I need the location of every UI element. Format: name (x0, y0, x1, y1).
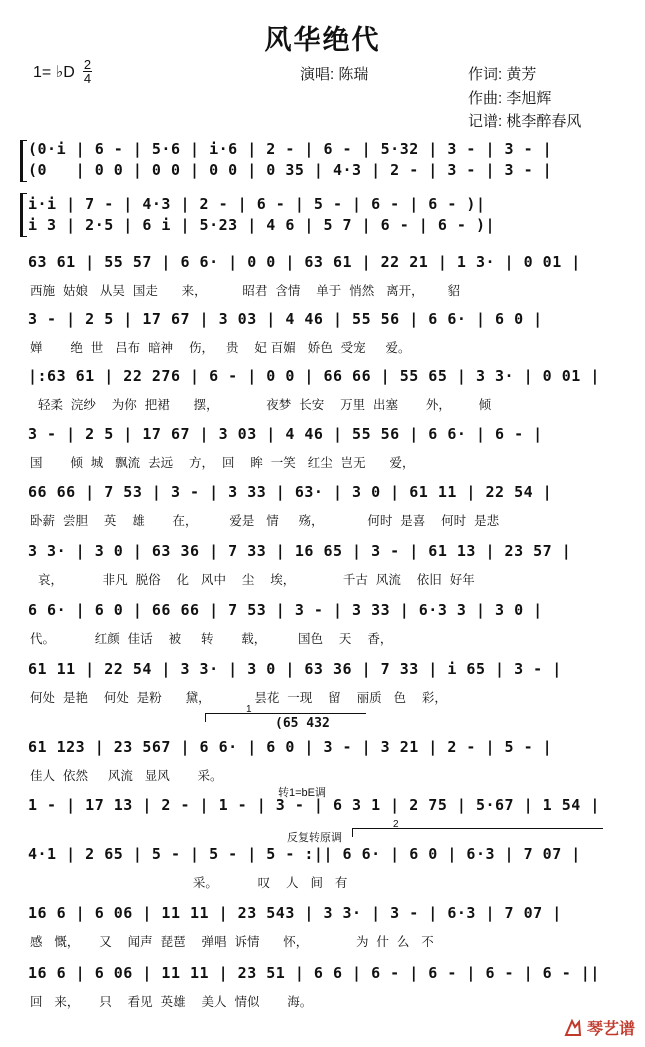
lyrics-line: 感 慨， 又 闻声 琵琶 弹唱 诉情 怀， 为 什 么 不 (30, 934, 434, 949)
modulation-note: 转1=bE调 (278, 787, 326, 799)
logo-icon (563, 1018, 583, 1038)
system-bracket (20, 193, 27, 237)
notes-line: 3 - | 2 5 | 17 67 | 3 03 | 4 46 | 55 56 | 6 6· | 6 0 | (28, 310, 543, 328)
lyrics-line: 哀， 非凡 脱俗 化 风中 尘 埃， 千古 风流 依旧 好年 (30, 572, 475, 587)
second-ending-bracket (352, 819, 603, 837)
notes-line: 66 66 | 7 53 | 3 - | 3 33 | 63· | 3 0 | 61 11 | 22 54 | (28, 483, 553, 501)
lyrics-line: 婵 绝 世 吕布 暗神 伤， 贵 妃 百媚 娇色 受宠 爱。 (30, 340, 411, 355)
logo-text: 琴艺谱 (586, 1021, 635, 1038)
lyricist-credit: 作词: 黄芳 (468, 66, 537, 83)
lyrics-line: 代。 红颜 佳话 被 转 载， 国色 天 香， (30, 631, 393, 646)
notes-line: i·i | 7 - | 4·3 | 2 - | 6 - | 5 - | 6 - | 6 - )| (28, 195, 486, 213)
site-logo (563, 1016, 635, 1039)
lyrics-line: 采。 叹 人 间 有 (30, 875, 348, 890)
notes-line: 61 123 | 23 567 | 6 6· | 6 0 | 3 - | 3 21 | 2 - | 5 - | (28, 738, 553, 756)
notes-line: i 3 | 2·5 | 6 i | 5·23 | 4 6 | 5 7 | 6 - | 6 - )| (28, 216, 496, 234)
notes-line: 63 61 | 55 57 | 6 6· | 0 0 | 63 61 | 22 21 | 1 3· | 0 01 | (28, 253, 581, 271)
arranger-credit: 记谱: 桃李醉春风 (468, 113, 582, 130)
notes-line: 1 - | 17 13 | 2 - | 1 - | 3 - | 6 3 1 | 2 75 | 5·67 | 1 54 | (28, 796, 600, 814)
notes-line: 16 6 | 6 06 | 11 11 | 23 543 | 3 3· | 3 - | 6·3 | 7 07 | (28, 904, 562, 922)
lyrics-line: 国 倾 城 飘流 去远 方， 回 眸 一笑 红尘 岂无 爱， (30, 455, 415, 470)
time-signature-top: 2 (83, 57, 92, 72)
lyrics-line: 卧薪 尝胆 英 雄 在， 爱是 情 殇， 何时 是喜 何时 是悲 (30, 513, 500, 528)
notes-line: 16 6 | 6 06 | 11 11 | 23 51 | 6 6 | 6 - | 6 - | 6 - | 6 - || (28, 964, 600, 982)
notes-line: 3 3· | 3 0 | 63 36 | 7 33 | 16 65 | 3 - | 61 13 | 23 57 | (28, 542, 572, 560)
repeat-return-note: 反复转原调 (287, 832, 342, 844)
notes-line: 61 11 | 22 54 | 3 3· | 3 0 | 63 36 | 7 33 | i 65 | 3 - | (28, 660, 562, 678)
song-title: 风华绝代 (264, 25, 381, 55)
key-signature: 1= ♭D (33, 64, 75, 81)
notes-line: 6 6· | 6 0 | 66 66 | 7 53 | 3 - | 3 33 | 6·3 3 | 3 0 | (28, 601, 543, 619)
lyrics-line: 何处 是艳 何处 是粉 黛， 昙花 一现 留 丽质 色 彩， (30, 690, 447, 705)
notes-line: 3 - | 2 5 | 17 67 | 3 03 | 4 46 | 55 56 | 6 6· | 6 - | (28, 425, 543, 443)
lyrics-line: 回 来， 只 看见 英雄 美人 情似 海。 (30, 994, 313, 1009)
bridge-fragment: (65 432 (275, 716, 330, 731)
notes-line: (0 | 0 0 | 0 0 | 0 0 | 0 35 | 4·3 | 2 - | 3 - | 3 - | (28, 161, 553, 179)
notes-line: |:63 61 | 22 276 | 6 - | 0 0 | 66 66 | 55 65 | 3 3· | 0 01 | (28, 367, 600, 385)
time-signature (83, 58, 92, 85)
system-bracket (20, 140, 27, 182)
notes-line: 4·1 | 2 65 | 5 - | 5 - | 5 - :|| 6 6· | 6 0 | 6·3 | 7 07 | (28, 845, 581, 863)
singer-credit: 演唱: 陈瑞 (300, 66, 369, 83)
lyrics-line: 佳人 依然 风流 显风 采。 (30, 768, 223, 783)
lyrics-line: 西施 姑娘 从吴 国走 来， 昭君 含情 单于 悄然 离开， 貂 (30, 283, 460, 298)
time-signature-bottom: 4 (83, 71, 92, 86)
composer-credit: 作曲: 李旭辉 (468, 90, 552, 107)
first-ending-number: 1 (246, 704, 252, 715)
notes-line: (0·i | 6 - | 5·6 | i·6 | 2 - | 6 - | 5·32 | 3 - | 3 - | (28, 140, 553, 158)
lyrics-line: 轻柔 浣纱 为你 把裙 摆， 夜梦 长安 万里 出塞 外， 倾 (30, 397, 492, 412)
second-ending-number: 2 (393, 819, 399, 830)
